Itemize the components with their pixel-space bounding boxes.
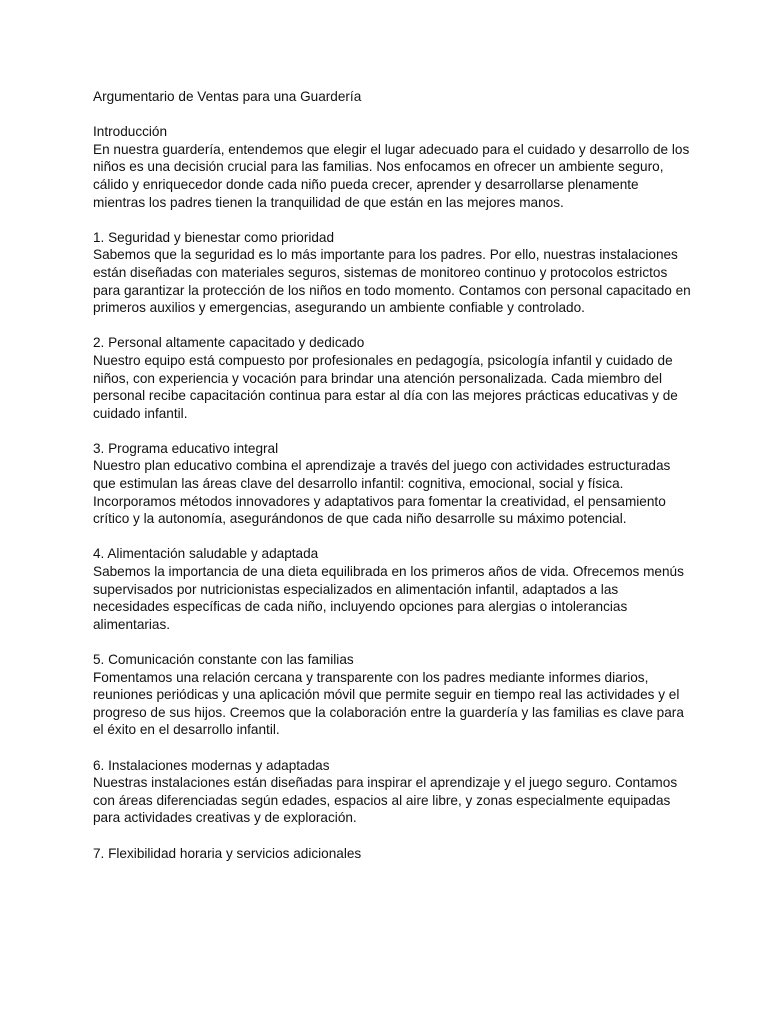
section-heading: 6. Instalaciones modernas y adaptadas bbox=[93, 757, 330, 773]
section-comunicacion bbox=[93, 651, 693, 739]
section-body: Nuestro equipo está compuesto por profesionales en pedagogía, psicología infantil y cuidado de niños, con experiencia y vocación para brindar una atención personalizada. Cada miembro del personal recibe capacitación continua para estar al día con las mejores prácticas educativas y de cuidado infantil. bbox=[93, 352, 678, 421]
section-heading: 5. Comunicación constante con las familias bbox=[93, 652, 354, 667]
section-heading: 4. Alimentación saludable y adaptada bbox=[93, 546, 319, 562]
section-body: En nuestra guardería, entendemos que elegir el lugar adecuado para el cuidado y desarrollo de los niños es una decisión crucial para las familias. Nos enfocamos en ofrecer un ambiente seguro, cálido y enriquecedor donde cada niño pueda crecer, aprender y desarrollarse plenamente mientras los padres tienen la tranquilidad de que están en las mejores manos. bbox=[93, 141, 690, 210]
section-heading: 1. Seguridad y bienestar como prioridad bbox=[93, 229, 335, 245]
section-body: Fomentamos una relación cercana y transparente con los padres mediante informes diarios, reuniones periódicas y una aplicación móvil que permite seguir en tiempo real las actividades y el progreso de sus hijos. Creemos que la colaboración entre la guardería y las familias es clave para el éxito en el desarrollo infantil. bbox=[93, 669, 684, 738]
section-body: Nuestras instalaciones están diseñadas para inspirar el aprendizaje y el juego seguro. Contamos con áreas diferenciadas según edades, espacios al aire libre, y zonas especialmente equipadas para actividades creativas y de exploración. bbox=[93, 775, 678, 826]
section-alimentacion bbox=[93, 545, 693, 633]
section-flexibilidad bbox=[93, 845, 693, 863]
section-heading: 7. Flexibilidad horaria y servicios adicionales bbox=[93, 845, 362, 861]
document-page bbox=[93, 88, 693, 880]
section-programa-educativo bbox=[93, 440, 693, 528]
section-body: Sabemos la importancia de una dieta equilibrada en los primeros años de vida. Ofrecemos menús supervisados por nutricionistas especializados en alimentación infantil, adaptados a las necesidades específicas de cada niño, incluyendo opciones para alergias o intolerancias alimentarias. bbox=[93, 564, 684, 632]
section-body: Nuestro plan educativo combina el aprendizaje a través del juego con actividades estructuradas que estimulan las áreas clave del desarrollo infantil: cognitiva, emocional, social y física. Incorporamos métodos innovadores y adaptativos para fomentar la creatividad, el pensamiento crítico y la autonomía, asegurándonos de que cada niño desarrolle su máximo potencial. bbox=[93, 458, 671, 527]
section-introduccion bbox=[93, 123, 693, 211]
section-seguridad bbox=[93, 229, 693, 317]
document-title: Argumentario de Ventas para una Guardería bbox=[93, 89, 362, 104]
section-heading: 3. Programa educativo integral bbox=[93, 440, 279, 456]
section-personal bbox=[93, 334, 693, 422]
section-instalaciones bbox=[93, 757, 693, 827]
section-heading: 2. Personal altamente capacitado y dedicado bbox=[93, 335, 365, 351]
section-body: Sabemos que la seguridad es lo más importante para los padres. Por ello, nuestras instalaciones están diseñadas con materiales seguros, sistemas de monitoreo continuo y protocolos estrictos para garantizar la protección de los niños en todo momento. Contamos con personal capacitado en primeros auxilios y emergencias, asegurando un ambiente confiable y controlado. bbox=[93, 247, 691, 316]
section-heading: Introducción bbox=[93, 124, 168, 140]
